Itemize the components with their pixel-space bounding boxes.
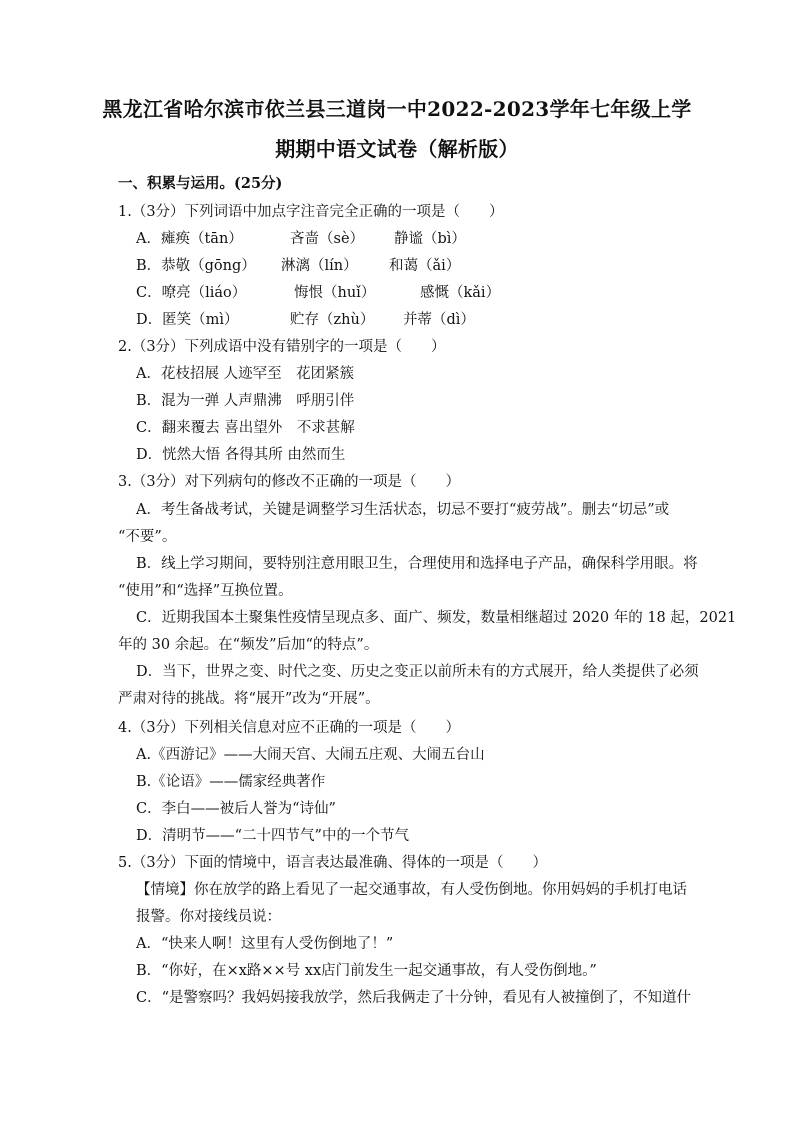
q1-option-d-2: 贮存（zhù） <box>290 312 375 328</box>
q2-option-d: D．恍然大悟 各得其所 由然而生 <box>136 447 346 463</box>
q1-option-b-1: B．恭敬（gōng） <box>136 258 256 274</box>
q1-option-c-2: 悔恨（huǐ） <box>294 285 376 301</box>
q5-option-a: A．“快来人啊！这里有人受伤倒地了！” <box>136 936 394 952</box>
exam-title-line-1: 黑龙江省哈尔滨市依兰县三道岗一中2022-2023学年七年级上学 <box>102 97 692 121</box>
q3-option-a-line-1: A．考生备战考试，关键是调整学习生活状态，切忌不要打“疲劳战”。删去“切忌”或 <box>136 502 670 518</box>
q2-option-c: C．翻来覆去 喜出望外 不求甚解 <box>136 420 355 436</box>
q1-option-a-3: 静谧（bì） <box>394 231 466 247</box>
question-1-stem: 1.（3分）下列词语中加点字注音完全正确的一项是（ ） <box>118 204 504 220</box>
q5-option-b: B．“你好，在×x路××号 xx店门前发生一起交通事故，有人受伤倒地。” <box>136 963 597 979</box>
q2-option-b: B．混为一弹 人声鼎沸 呼朋引伴 <box>136 393 355 409</box>
q1-option-c-1: C．嘹亮（liáo） <box>136 285 247 301</box>
q5-option-c: C．“是警察吗？我妈妈接我放学，然后我俩走了十分钟，看见有人被撞倒了，不知道什 <box>136 990 692 1006</box>
q1-option-a-2: 吝啬（sè） <box>290 231 365 247</box>
q3-option-d-line-2: 严肃对待的挑战。将“展开”改为“开展”。 <box>118 691 380 707</box>
q4-option-d: D．清明节——“二十四节气”中的一个节气 <box>136 828 409 844</box>
q5-scenario-line-1: 【情境】你在放学的路上看见了一起交通事故，有人受伤倒地。你用妈妈的手机打电话 <box>136 882 687 898</box>
q4-option-b: B.《论语》——儒家经典著作 <box>136 774 326 790</box>
q1-option-c-3: 感慨（kǎi） <box>420 285 501 301</box>
question-4-stem: 4.（3分）下列相关信息对应不正确的一项是（ ） <box>118 720 461 736</box>
question-3-stem: 3.（3分）对下列病句的修改不正确的一项是（ ） <box>118 474 461 490</box>
q3-option-b-line-1: B．线上学习期间，要特别注意用眼卫生，合理使用和选择电子产品，确保科学用眼。将 <box>136 556 698 572</box>
q1-option-b-3: 和蔼（ǎi） <box>389 258 461 274</box>
q1-option-d-1: D．匿笑（mì） <box>136 312 239 328</box>
q1-option-a-1: A．瘫痪（tān） <box>136 231 243 247</box>
q3-option-c-line-2: 年的 30 余起。在“频发”后加“的特点”。 <box>118 637 379 653</box>
question-2-stem: 2.（3分）下列成语中没有错别字的一项是（ ） <box>118 339 446 355</box>
q3-option-d-line-1: D．当下，世界之变、时代之变、历史之变正以前所未有的方式展开，给人类提供了必须 <box>136 664 699 680</box>
section-heading: 一、积累与运用。(25分) <box>118 175 283 192</box>
q1-option-d-3: 并蒂（dì） <box>403 312 475 328</box>
question-5-stem: 5.（3分）下面的情境中，语言表达最准确、得体的一项是（ ） <box>118 855 548 871</box>
q3-option-a-line-2: “不要”。 <box>118 529 177 545</box>
exam-title-line-2: 期期中语文试卷（解析版） <box>275 137 519 161</box>
q3-option-b-line-2: “使用”和“选择”互换位置。 <box>118 583 293 599</box>
q5-scenario-line-2: 报警。你对接线员说： <box>136 909 281 925</box>
q4-option-c: C．李白——被后人誉为“诗仙” <box>136 801 336 817</box>
q2-option-a: A．花枝招展 人迹罕至 花团紧簇 <box>136 366 355 382</box>
q1-option-b-2: 淋漓（lín） <box>281 258 358 274</box>
q4-option-a: A.《西游记》——大闹天宫、大闹五庄观、大闹五台山 <box>136 747 485 763</box>
q3-option-c-line-1: C．近期我国本土聚集性疫情呈现点多、面广、频发，数量相继超过 2020 年的 18 起，2021 <box>136 610 737 626</box>
